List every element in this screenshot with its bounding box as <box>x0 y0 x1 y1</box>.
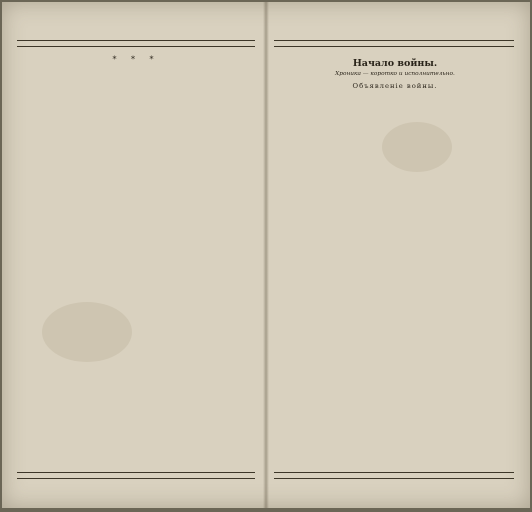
section-title: Объявленіе войны. <box>352 82 438 90</box>
top-rule <box>17 40 255 47</box>
bottom-rule <box>17 472 255 479</box>
top-rule <box>274 40 514 47</box>
chapter-subheading: Хроника — коротко и исполнительно. <box>335 71 455 77</box>
left-text-column <box>19 52 253 464</box>
right-text-column <box>276 52 514 464</box>
bottom-rule <box>274 472 514 479</box>
right-page <box>268 2 530 508</box>
left-page <box>2 2 264 508</box>
book-spread <box>2 2 530 508</box>
section-ornament: * * * <box>112 55 160 64</box>
chapter-heading: Начало войны. <box>352 58 438 69</box>
